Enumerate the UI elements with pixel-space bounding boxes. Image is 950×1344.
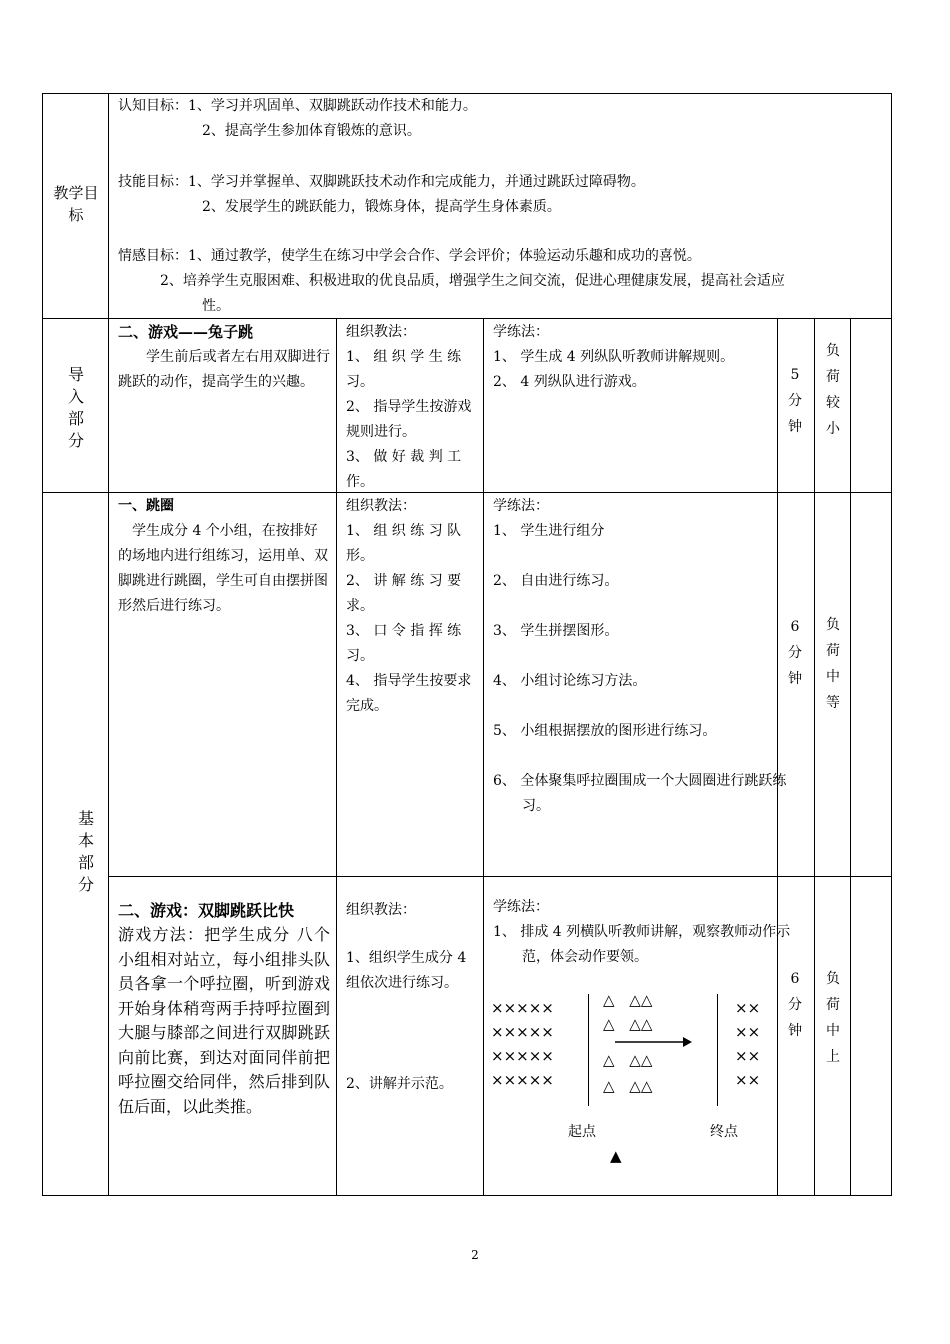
intro-org-item-3: 3、 做 好 裁 判 工 作。 <box>346 449 462 490</box>
basic-part1-study-item-4: 4、 小组讨论练习方法。 <box>493 673 647 689</box>
table-bottom-border <box>42 1195 892 1196</box>
basic-part2-time: 6 分钟 <box>788 971 802 1039</box>
row-divider-goals <box>42 318 892 319</box>
table-right-border <box>891 93 892 1196</box>
basic-part1-load: 负荷中等 <box>826 617 840 711</box>
formation-right-row-3: ×× <box>735 1047 761 1065</box>
basic-part2-description: 游戏方法：把学生成分 八个小组相对站立，每小组排头队员各拿一个呼拉圈，听到游戏开始身体稍弯两手持呼拉圈到大腿与膝部之间进行双脚跳跃向前比赛，到达对面同伴前把呼拉圈交给同伴，然后排到队伍后面，以此类推。 <box>118 925 330 1116</box>
cognitive-goal-line1: 认知目标：1、学习并巩固单、双脚跳跃动作技术和能力。 <box>118 98 477 114</box>
emotion-goal-line3: 性。 <box>202 298 230 314</box>
basic-part1-org-item-4: 4、 指导学生按要求完成。 <box>346 673 472 714</box>
table-left-border <box>42 93 43 1196</box>
col-divider-load <box>850 318 851 1196</box>
emotion-goal-line2: 2、培养学生克服困难、积极进取的优良品质，增强学生之间交流，促进心理健康发展，提高社会适应 <box>160 273 785 289</box>
formation-right-row-1: ×× <box>735 999 761 1017</box>
basic-part2-org-item-2: 2、讲解并示范。 <box>346 1076 453 1092</box>
basic-part1-study-item-3: 3、 学生拼摆图形。 <box>493 623 619 639</box>
skill-goal-line1: 技能目标：1、学习并掌握单、双脚跳跃技术动作和完成能力，并通过跳跃过障碍物。 <box>118 174 645 190</box>
basic-part2-study-header: 学练法： <box>493 899 549 915</box>
basic-part2-org-item-1: 1、组织学生成分 4 组依次进行练习。 <box>346 950 467 991</box>
intro-org-item-2: 2、 指导学生按游戏规则进行。 <box>346 399 472 440</box>
hoop-row-3: △ △△ <box>603 1051 653 1069</box>
hoop-row-4: △ △△ <box>603 1077 653 1095</box>
intro-section-label: 导入部分 <box>67 365 84 450</box>
basic-section-label: 基本部分 <box>77 809 94 894</box>
basic-part1-org-header: 组织教法： <box>346 498 416 514</box>
col-divider-org <box>483 318 484 1196</box>
col-divider-study <box>777 318 778 1196</box>
basic-part1-study-header: 学练法： <box>493 498 549 514</box>
formation-left-row-3: ××××× <box>491 1047 554 1065</box>
basic-part2-org-header: 组织教法： <box>346 902 416 918</box>
basic-part2-study-item-1: 1、 排成 4 列横队听教师讲解，观察教师动作示范，体会动作要领。 <box>493 924 791 965</box>
basic-part1-study-item-2: 2、 自由进行练习。 <box>493 573 619 589</box>
emotion-goal-line1: 情感目标：1、通过教学，使学生在练习中学会合作、学会评价；体验运动乐趣和成功的喜悦。 <box>118 248 701 264</box>
basic-part1-org-item-1: 1、 组 织 练 习 队 形。 <box>346 523 462 564</box>
formation-left-row-1: ××××× <box>491 999 554 1017</box>
intro-org-header: 组织教法： <box>346 324 416 340</box>
formation-right-row-2: ×× <box>735 1023 761 1041</box>
basic-part2-load: 负荷中上 <box>826 971 840 1065</box>
direction-arrow-icon <box>615 1036 693 1048</box>
basic-part1-time: 6 分钟 <box>788 619 802 687</box>
formation-left-row-2: ××××× <box>491 1023 554 1041</box>
col-divider-label <box>108 93 109 1196</box>
basic-part1-description: 学生成分 4 个小组，在按排好的场地内进行组练习，运用单、双脚跳进行跳圈，学生可自由摆拼图形然后进行练习。 <box>118 523 328 614</box>
basic-part1-study-item-5: 5、 小组根据摆放的图形进行练习。 <box>493 723 717 739</box>
formation-right-row-4: ×× <box>735 1071 761 1089</box>
intro-study-item-1: 1、 学生成 4 列纵队听教师讲解规则。 <box>493 349 735 365</box>
intro-study-item-2: 2、 4 列纵队进行游戏。 <box>493 374 646 390</box>
start-point-label: 起点 <box>568 1124 596 1140</box>
basic-part2-title: 二、游戏：双脚跳跃比快 <box>118 901 295 920</box>
basic-part1-org-item-2: 2、 讲 解 练 习 要 求。 <box>346 573 462 614</box>
skill-goal-line2: 2、发展学生的跳跃能力，锻炼身体，提高学生身体素质。 <box>202 199 561 215</box>
hoop-row-2: △ △△ <box>603 1015 653 1033</box>
hoop-row-1: △ △△ <box>603 991 653 1009</box>
basic-part1-study-item-6: 6、 全体聚集呼拉圈围成一个大圆圈进行跳跃练习。 <box>493 773 787 814</box>
intro-study-header: 学练法： <box>493 324 549 340</box>
basic-part1-org-item-3: 3、 口 令 指 挥 练 习。 <box>346 623 462 664</box>
intro-time: 5 分钟 <box>788 367 802 435</box>
basic-part1-study-item-1: 1、 学生进行组分 <box>493 523 605 539</box>
intro-org-item-1: 1、 组 织 学 生 练 习。 <box>346 349 462 390</box>
intro-description: 学生前后或者左右用双脚进行跳跃的动作，提高学生的兴趣。 <box>118 349 330 390</box>
intro-load: 负荷较小 <box>826 343 840 437</box>
teacher-position-icon: ▲ <box>610 1147 622 1165</box>
finish-line <box>717 994 718 1106</box>
start-line <box>588 994 589 1106</box>
page-number: 2 <box>471 1248 479 1262</box>
col-divider-content <box>336 318 337 1196</box>
row-divider-basic <box>108 876 892 877</box>
cognitive-goal-line2: 2、提高学生参加体育锻炼的意识。 <box>202 123 421 139</box>
end-point-label: 终点 <box>710 1124 738 1140</box>
formation-left-row-4: ××××× <box>491 1071 554 1089</box>
goals-header: 教学目标 <box>53 184 99 224</box>
intro-title: 二、游戏——兔子跳 <box>118 323 254 341</box>
basic-part1-title: 一、跳圈 <box>118 498 174 514</box>
col-divider-time <box>814 318 815 1196</box>
